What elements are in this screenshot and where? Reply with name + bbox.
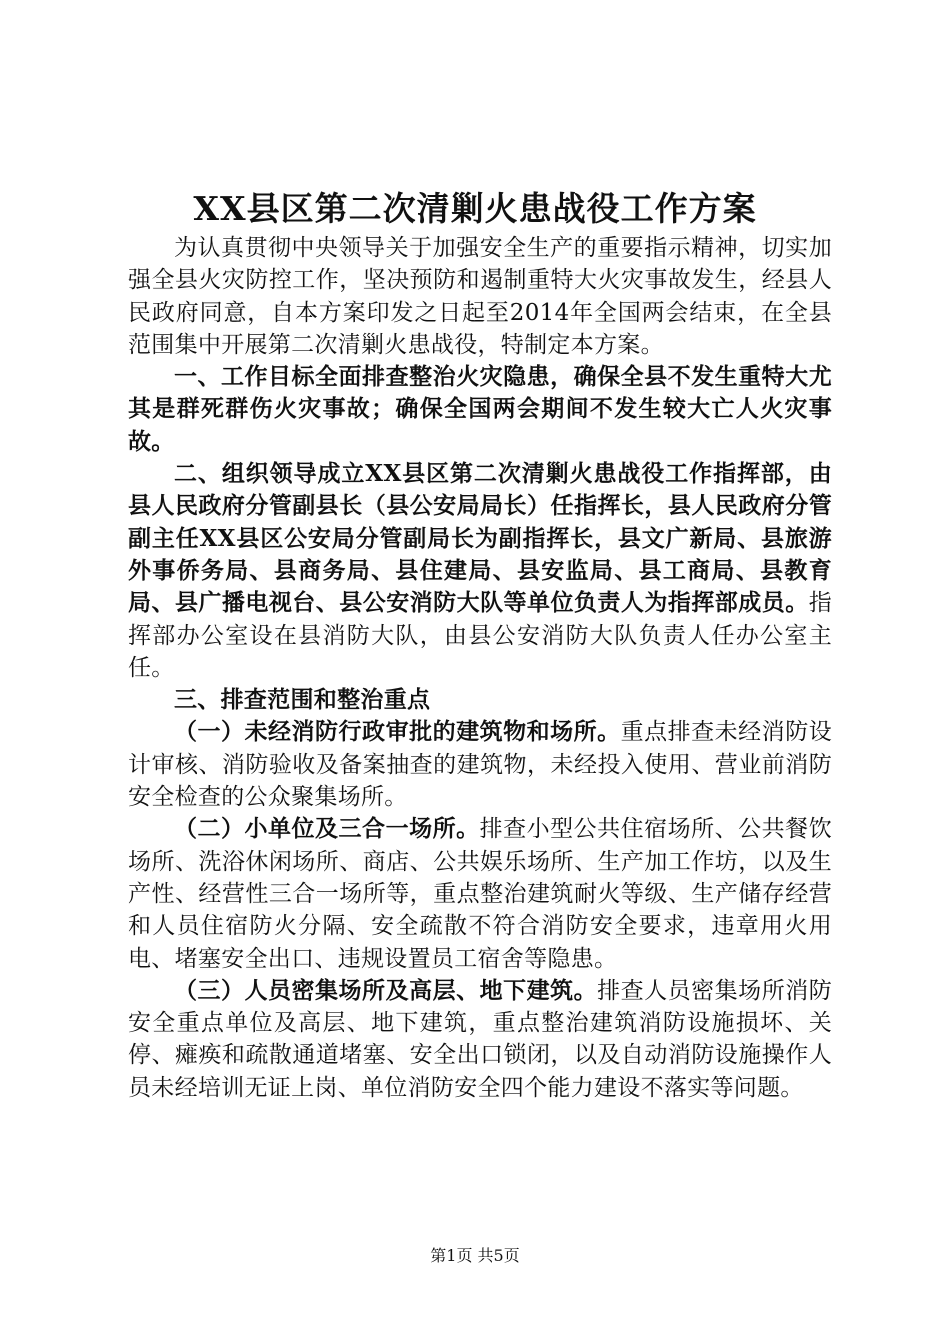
- section-2-heading: 二、组织领导成立XX县区第二次清剿火患战役工作指挥部，由县人民政府分管副县长（县公安局局长）任指挥长，县人民政府分管副主任XX县区公安局分管副局长为副指挥长，县文广新局、县旅游外事侨务局、县商务局、县住建局、县安监局、县工商局、县教育局、县广播电视台、县公安消防大队等单位负责人为指挥部成员。: [128, 460, 832, 617]
- item-2-heading: （二）小单位及三合一场所。: [174, 815, 480, 843]
- item-3-text: 排查人员密集场所消防安全重点单位及高层、地下建筑，重点整治建筑消防设施损坏、关停、瘫痪和疏散通道堵塞、安全出口锁闭，以及自动消防设施操作人员未经培训无证上岗、单位消防安全四个能力建设不落实等问题。: [128, 977, 833, 1101]
- item-2-paragraph: [128, 813, 832, 974]
- document-title: XX县区第二次清剿火患战役工作方案: [193, 189, 757, 228]
- page-footer: 第1页 共5页: [430, 1246, 520, 1265]
- item-3-paragraph: [128, 975, 832, 1104]
- section-3-heading: 三、排查范围和整治重点: [174, 686, 431, 714]
- section-2-paragraph: [128, 458, 832, 684]
- item-1-heading: （一）未经消防行政审批的建筑物和场所。: [174, 718, 621, 746]
- section-1-paragraph: 一、工作目标全面排查整治火灾隐患，确保全县不发生重特大尤其是群死群伤火灾事故；确保全国两会期间不发生较大亡人火灾事故。: [128, 363, 832, 455]
- intro-paragraph: 为认真贯彻中央领导关于加强安全生产的重要指示精神，切实加强全县火灾防控工作，坚决预防和遏制重特大火灾事故发生，经县人民政府同意，自本方案印发之日起至2014年全国两会结束，在全县范围集中开展第二次清剿火患战役，特制定本方案。: [128, 235, 832, 358]
- item-2-text: 排查小型公共住宿场所、公共餐饮场所、洗浴休闲场所、商店、公共娱乐场所、生产加工作坊，以及生产性、经营性三合一场所等，重点整治建筑耐火等级、生产储存经营和人员住宿防火分隔、安全疏散不符合消防安全要求，违章用火用电、堵塞安全出口、违规设置员工宿舍等隐患。: [128, 816, 832, 972]
- item-3-heading: （三）人员密集场所及高层、地下建筑。: [174, 976, 598, 1004]
- document-body: [128, 232, 832, 1104]
- section-2-text: 指挥部办公室设在县消防大队，由县公安消防大队负责人任办公室主任。: [128, 590, 832, 681]
- item-1-paragraph: [128, 716, 832, 813]
- item-1-text: 重点排查未经消防设计审核、消防验收及备案抽查的建筑物，未经投入使用、营业前消防安全检查的公众聚集场所。: [128, 719, 832, 811]
